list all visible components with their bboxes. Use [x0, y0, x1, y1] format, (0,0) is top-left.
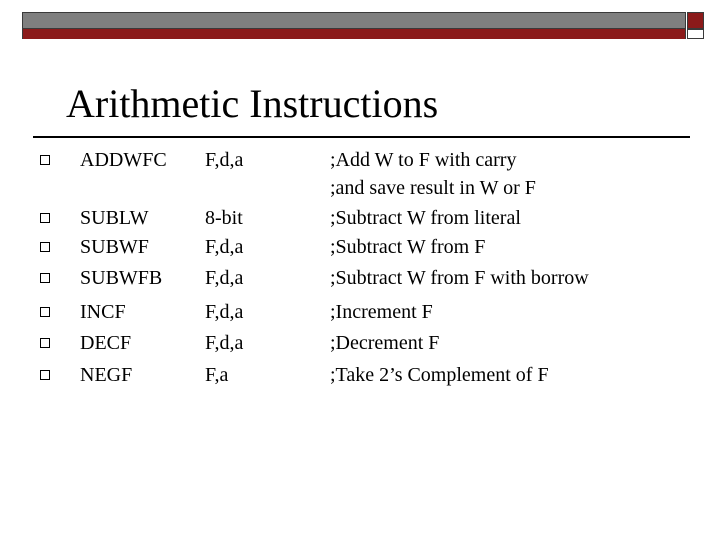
- instruction-mnemonic: SUBWF: [80, 236, 149, 258]
- hollow-square-bullet-icon: [40, 338, 50, 348]
- instruction-comment: ;Subtract W from F with borrow: [330, 267, 589, 289]
- instruction-mnemonic: SUBWFB: [80, 267, 163, 289]
- instruction-operand: 8-bit: [205, 207, 243, 229]
- instruction-comment: ;Subtract W from F: [330, 236, 486, 258]
- header-gray-bar: [22, 12, 686, 29]
- instruction-operand: F,d,a: [205, 149, 244, 171]
- instruction-comment: ;Increment F: [330, 301, 433, 323]
- instruction-operand: F,d,a: [205, 267, 244, 289]
- instruction-operand: F,d,a: [205, 236, 244, 258]
- instruction-operand: F,d,a: [205, 301, 244, 323]
- hollow-square-bullet-icon: [40, 155, 50, 165]
- slide-title: Arithmetic Instructions: [66, 81, 439, 126]
- instruction-mnemonic: INCF: [80, 301, 126, 323]
- instruction-mnemonic: ADDWFC: [80, 149, 167, 171]
- hollow-square-bullet-icon: [40, 242, 50, 252]
- instruction-comment-continued: ;and save result in W or F: [330, 177, 536, 199]
- instruction-comment: ;Subtract W from literal: [330, 207, 521, 229]
- instruction-mnemonic: SUBLW: [80, 207, 149, 229]
- header-white-square: [687, 29, 704, 39]
- instruction-operand: F,a: [205, 364, 229, 386]
- instruction-mnemonic: DECF: [80, 332, 132, 354]
- hollow-square-bullet-icon: [40, 273, 50, 283]
- instruction-comment: ;Take 2’s Complement of F: [330, 364, 549, 386]
- instruction-comment: ;Decrement F: [330, 332, 440, 354]
- header-red-bar: [22, 29, 686, 39]
- instruction-mnemonic: NEGF: [80, 364, 133, 386]
- title-underline: [33, 136, 690, 138]
- hollow-square-bullet-icon: [40, 307, 50, 317]
- hollow-square-bullet-icon: [40, 213, 50, 223]
- instruction-operand: F,d,a: [205, 332, 244, 354]
- instruction-comment: ;Add W to F with carry: [330, 149, 517, 171]
- header-red-square: [687, 12, 704, 29]
- hollow-square-bullet-icon: [40, 370, 50, 380]
